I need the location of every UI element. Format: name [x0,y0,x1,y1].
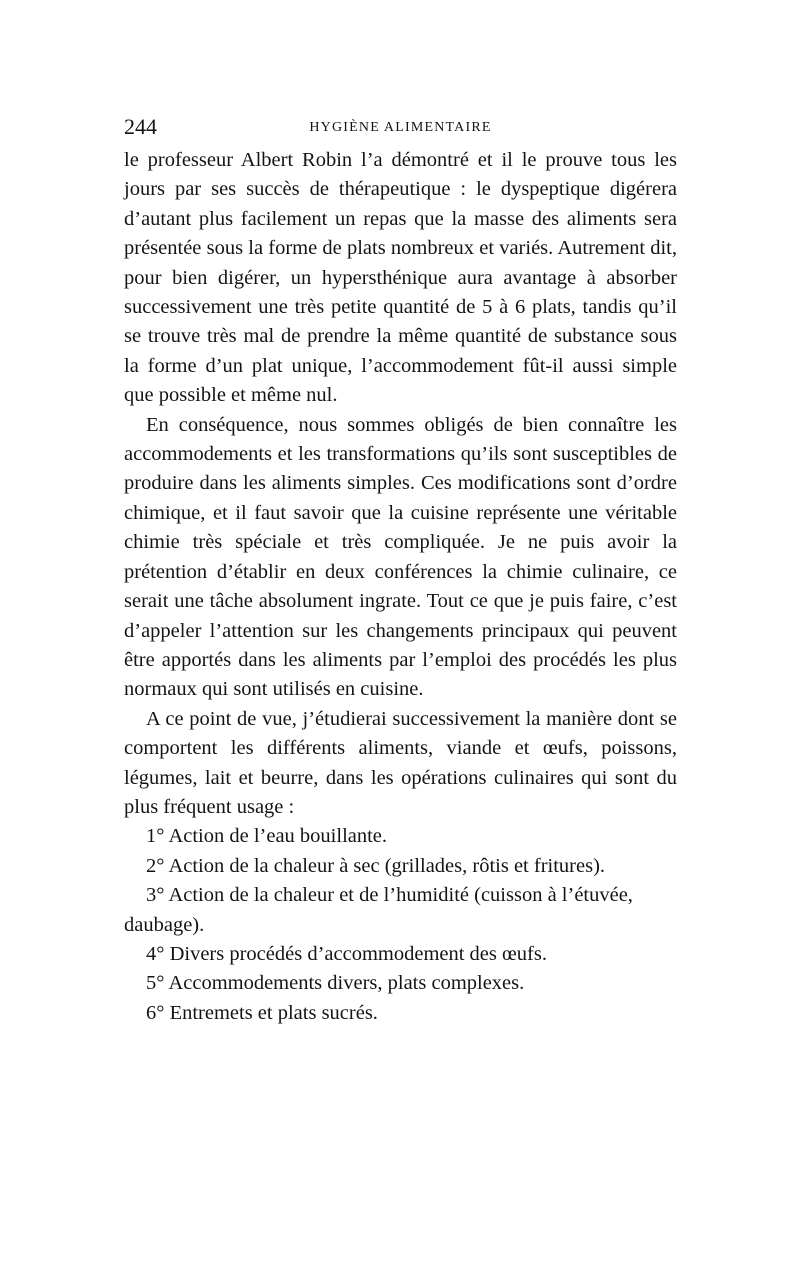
procedures-list [124,822,677,1028]
list-item: 1° Action de l’eau bouillante. [146,825,388,848]
list-item: 4° Divers procédés d’accommodement des œufs. [146,942,547,965]
list-item: 3° Action de la chaleur et de l’humidité (cuisson à l’étuvée, daubage). [124,884,633,936]
list-item: 6° Entremets et plats sucrés. [146,1001,378,1024]
list-item: 5° Accommodements divers, plats complexes. [146,972,525,995]
running-title: HYGIÈNE ALIMENTAIRE [309,120,492,135]
list-item: 2° Action de la chaleur à sec (grillades, rôtis et fritures). [146,854,606,877]
running-head [124,112,677,146]
paragraph-point-of-view: A ce point de vue, j’étudierai successivement la manière dont se comportent les différents aliments, viande et œufs, poissons, légumes, lait et beurre, dans les opérations culinaires qui sont du plus fréquent usage : [124,707,677,818]
body-text [124,146,677,1028]
paragraph-continued: le professeur Albert Robin l’a démontré et il le prouve tous les jours par ses succès de thérapeutique : le dyspeptique digérera d’autant plus facilement un repas que la masse des aliments sera présentée sous la forme de plats nombreux et variés. Autrement dit, pour bien digérer, un hypersthénique aura avantage à absorber successivement une très petite quantité de 5 à 6 plats, tandis qu’il se trouve très mal de prendre la même quantité de substance sous la forme d’un plat unique, l’accommodement fût-il aussi simple que possible et même nul. [124,149,677,407]
paragraph-consequence: En conséquence, nous sommes obligés de bien connaître les accommodements et les transformations qu’ils sont susceptibles de produire dans les aliments simples. Ces modifications sont d’ordre chimique, et il faut savoir que la cuisine représente une véritable chimie très spéciale et très compliquée. Je ne puis avoir la prétention d’établir en deux conférences la chimie culinaire, ce serait une tâche absolument ingrate. Tout ce que je puis faire, c’est d’appeler l’attention sur les changements principaux qui peuvent être apportés dans les aliments par l’emploi des procédés les plus normaux qui sont utilisés en cuisine. [124,413,677,701]
book-page [124,112,677,1028]
page-number: 244 [124,114,157,139]
